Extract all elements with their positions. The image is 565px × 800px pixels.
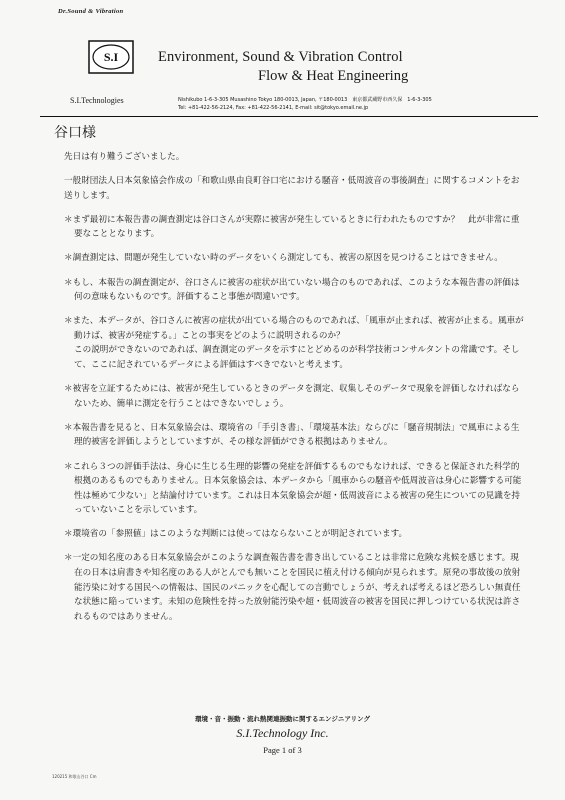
comment-paragraph: ＊もし、本報告の調査測定が、谷口さんに被害の症状が出ていない場合のものであれば、このような本報告書の評価は何の意味もないものです。評価すること事態が間違いです。 <box>64 277 520 303</box>
comment-paragraph: ＊一定の知名度のある日本気象協会がこのような調査報告書を書き出していることは非常に危険な兆候を感じます。現在の日本は肩書きや知名度のある人がとんでも無いことを国民に植え付ける傾向が見られます。原発の事故後の放射能汚染に対する国民への情報は、国民のパニックを心配しての言動でしょうが、考えれば考えるほど恐ろしい無責任な状態に陥っています。未知の危険性を持った放射能汚染や超・低周波音の被害を国民に押しつけている状況は許されるものではありません。 <box>64 553 521 622</box>
address-line: Nishikubo 1-6-3-305 Musashino Tokyo 180-0013, Japan, 〒180-0013 東京都武蔵野市西久保 1-6-3-305 <box>178 97 432 103</box>
contact-line: Tel: +81-422-56-2124, Fax: +81-422-56-2141, E-mail: sit@tokyo.email.ne.jp <box>178 105 369 111</box>
letter-body <box>64 150 524 624</box>
footer-company: S.I.Technology Inc. <box>236 726 329 740</box>
footer-tagline: 環境・音・振動・流れ熱関連振動に関するエンジニアリング <box>195 715 370 723</box>
page-number: Page 1 of 3 <box>263 745 302 755</box>
header-title-line1: Environment, Sound & Vibration Control <box>158 49 403 65</box>
company-logo <box>88 40 134 74</box>
file-note: 120215 和歌山谷口 Cm <box>52 774 97 779</box>
brand-small-text: Dr.Sound & Vibration <box>58 8 124 15</box>
intro-text: 先日は有り難うございました。 <box>64 152 185 162</box>
comment-paragraph: ＊本報告書を見ると、日本気象協会は、環境省の「手引き書」、「環境基本法」ならびに「騒音規制法」で風車による生理的被害を評価しようとしていますが、その様な評価ができる根拠はありません。 <box>64 422 520 448</box>
logo-text: S.I <box>103 50 119 64</box>
comment-paragraph: ＊まず最初に本報告書の調査測定は谷口さんが実際に被害が発生しているときに行われたものですか？ 此が非常に重要なこととなります。 <box>64 214 520 240</box>
company-name: S.I.Technologies <box>70 96 124 105</box>
comment-paragraph: ＊これら３つの評価手法は、身心に生じる生理的影響の発症を評価するものでもなければ、できると保証された科学的根拠のあるものでもありません。日本気象協会は、本データから「風車からの騒音や低周波音は身心に影響する可能性は極めて少ない」と結論付けています。これは日本気象協会が超・低周波音による被害の発生についての見識を持っていないことを示しています。 <box>64 461 522 516</box>
header-title-line2: Flow & Heat Engineering <box>258 68 409 84</box>
comment-paragraph: ＊環境省の「参照値」はこのような判断には使ってはならないことが明記されています。 <box>64 529 408 540</box>
comment-paragraph: ＊調査測定は、問題が発生していない時のデータをいくら測定しても、被害の原因を見つけることはできません。 <box>64 253 503 264</box>
comment-paragraph: ＊また、本データが、谷口さんに被害の症状が出ている場合のものであれば、「風車が止まれば、被害が止まる。風車が動けば、被害が発症する。」ことの事実をどのように説明されるのか？ この説明ができないのであれば、調査測定のデータを示すにとどめるのが科学技術コンサルタントの常識です。そして、ここに記されているデータによる評価はすべきでないと考えます。 <box>64 316 524 371</box>
lead-paragraph: 一般財団法人日本気象協会作成の「和歌山県由良町谷口宅における騒音・低周波音の事後調査」に関するコメントをお送りします。 <box>64 176 520 201</box>
salutation: 谷口様 <box>54 125 96 141</box>
header-divider <box>40 116 538 117</box>
comment-paragraph: ＊被害を立証するためには、被害が発生しているときのデータを測定、収集しそのデータで現象を評価しなければならないため、簡単に測定を行うことはできないでしょう。 <box>64 384 520 409</box>
